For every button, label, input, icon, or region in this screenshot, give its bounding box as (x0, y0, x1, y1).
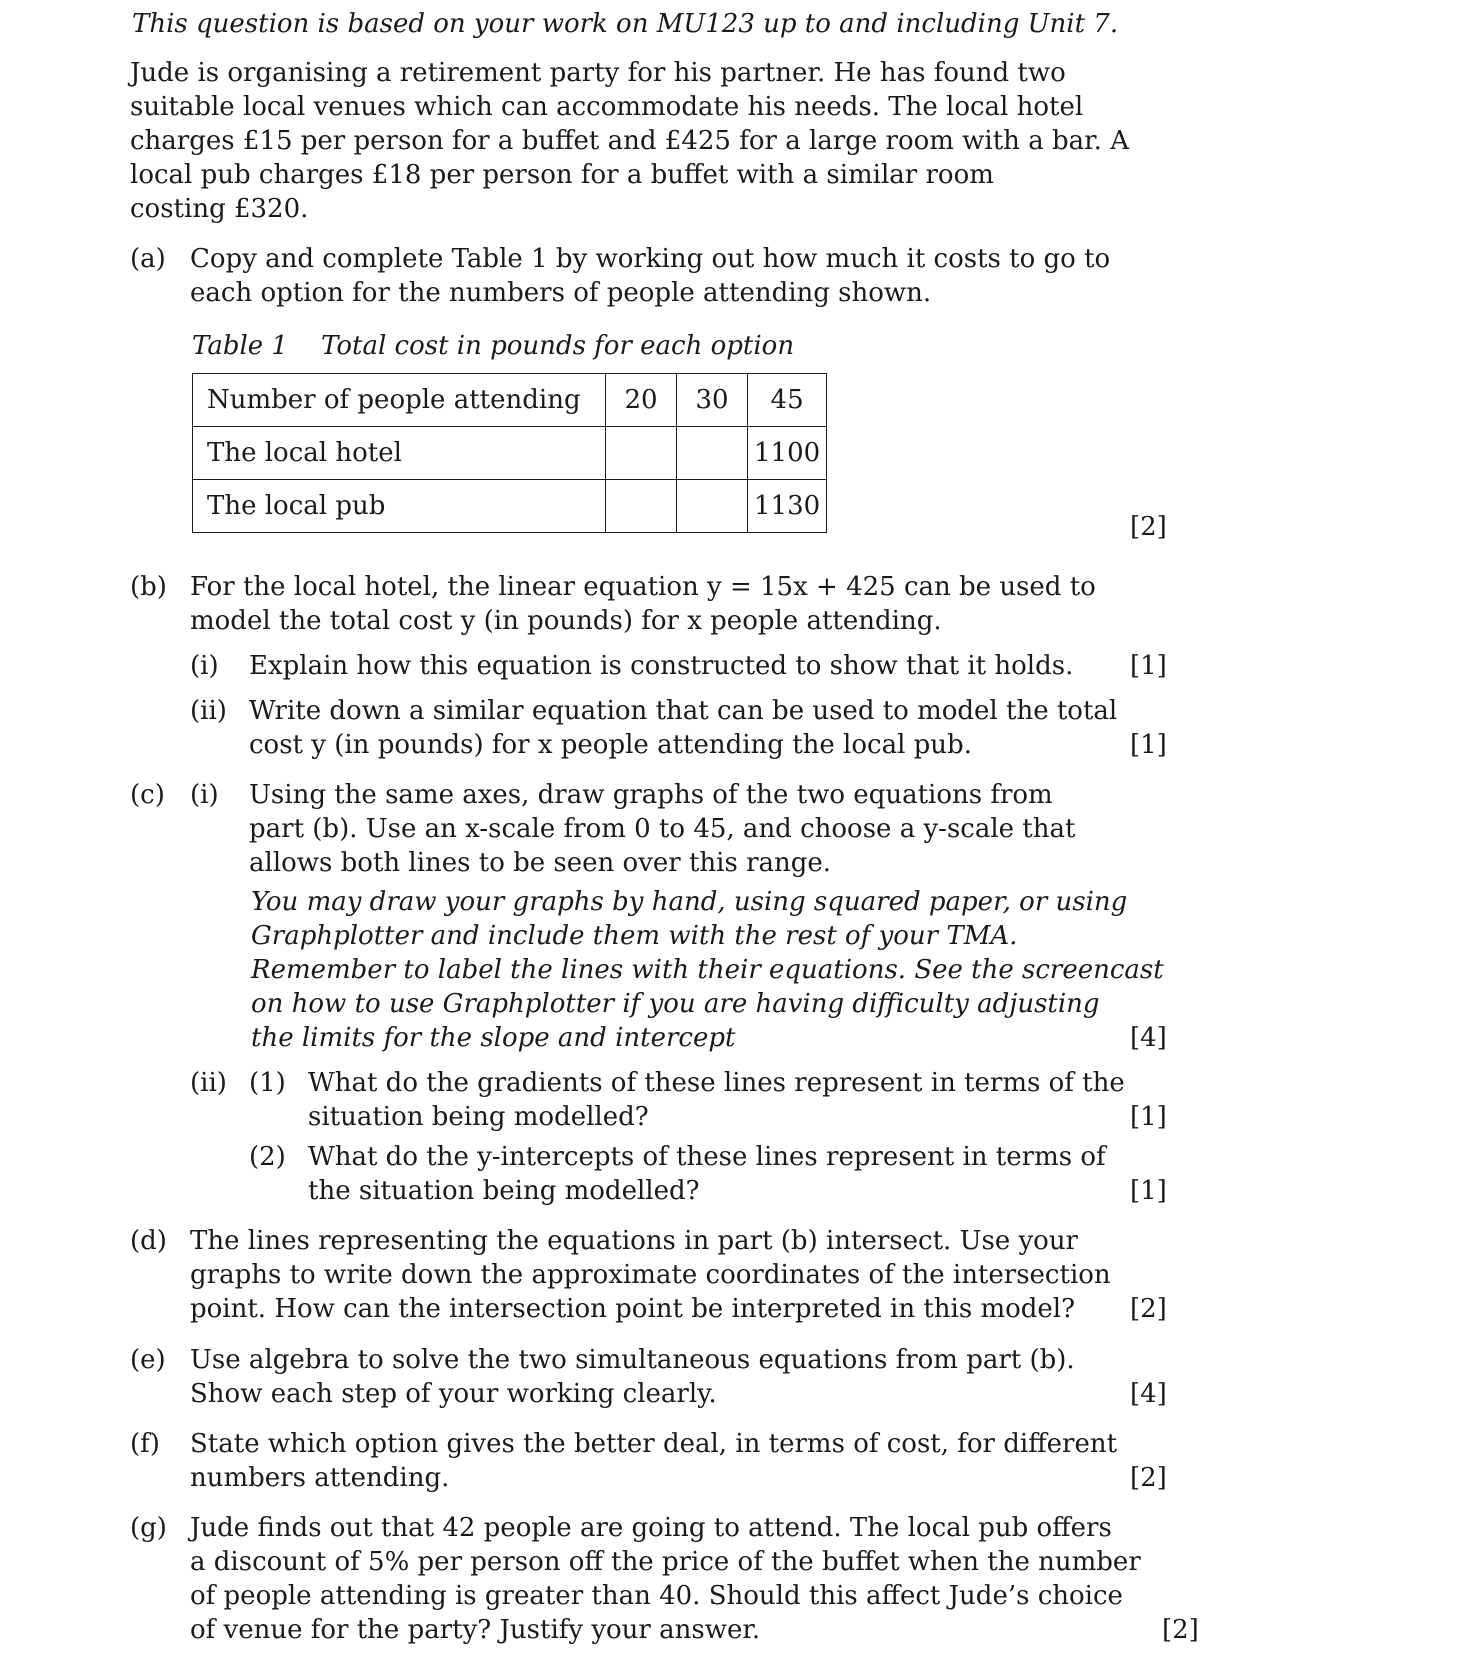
mark-d: [2] (1130, 1294, 1167, 1324)
table-header-cell: 20 (606, 374, 677, 427)
part-d-line: graphs to write down the approximate coordinates of the intersection (190, 1260, 1111, 1290)
part-label: (g) (130, 1513, 167, 1543)
table-cell (606, 480, 677, 533)
table-cell: 1130 (748, 480, 827, 533)
part-g-line: a discount of 5% per person off the price of the buffet when the number (190, 1547, 1141, 1577)
part-f-line: State which option gives the better deal, in terms of cost, for different (190, 1429, 1118, 1459)
part-label: (e) (130, 1345, 166, 1375)
mark-c-ii-2: [1] (1130, 1176, 1167, 1206)
mark-g: [2] (1162, 1615, 1199, 1645)
sub-label: (i) (190, 780, 219, 810)
table-cell: 1100 (748, 427, 827, 480)
table-cell (677, 480, 748, 533)
intro-line: costing £320. (130, 194, 309, 224)
part-b-ii-line: Write down a similar equation that can be used to model the total (249, 696, 1118, 726)
part-c-ii-1-line: What do the gradients of these lines represent in terms of the (308, 1068, 1125, 1098)
table-cell: The local hotel (193, 427, 606, 480)
intro-line: Jude is organising a retirement party for his partner. He has found two (130, 58, 1066, 88)
sub-sub-label: (2) (249, 1142, 286, 1172)
part-f-line: numbers attending. (190, 1463, 450, 1493)
part-d-line: point. How can the intersection point be interpreted in this model? (190, 1294, 1076, 1324)
mark-b-ii: [1] (1130, 730, 1167, 760)
table-row (193, 427, 827, 480)
part-c-note-line: on how to use Graphplotter if you are having difficulty adjusting (251, 989, 1100, 1019)
part-g-line: of people attending is greater than 40. Should this affect Jude’s choice (190, 1581, 1123, 1611)
table-header-cell: 45 (748, 374, 827, 427)
table-cell (677, 427, 748, 480)
sub-sub-label: (1) (249, 1068, 286, 1098)
part-b-i-text: Explain how this equation is constructed to show that it holds. (249, 651, 1074, 681)
part-b-ii-line: cost y (in pounds) for x people attending the local pub. (249, 730, 972, 760)
mark-f: [2] (1130, 1463, 1167, 1493)
part-a-line: Copy and complete Table 1 by working out how much it costs to go to (190, 244, 1111, 274)
part-label: (f) (130, 1429, 160, 1459)
part-c-note-line: You may draw your graphs by hand, using squared paper, or using (251, 887, 1128, 917)
part-c-ii-1-line: situation being modelled? (308, 1102, 649, 1132)
part-g-line: Jude finds out that 42 people are going to attend. The local pub offers (190, 1513, 1112, 1543)
part-a-line: each option for the numbers of people attending shown. (190, 278, 932, 308)
sub-label: (i) (190, 651, 219, 681)
part-label: (c) (130, 780, 165, 810)
part-b-line: model the total cost y (in pounds) for x people attending. (190, 606, 942, 636)
table-header-cell: 30 (677, 374, 748, 427)
mark-c-ii-1: [1] (1130, 1102, 1167, 1132)
intro-line: charges £15 per person for a buffet and £425 for a large room with a bar. A (130, 126, 1129, 156)
sub-label: (ii) (190, 696, 227, 726)
mark-a: [2] (1130, 512, 1167, 542)
mark-e: [4] (1130, 1379, 1167, 1409)
intro-line: local pub charges £18 per person for a buffet with a similar room (130, 160, 994, 190)
table-header-row (193, 374, 827, 427)
table-caption: Table 1 Total cost in pounds for each option (192, 331, 795, 361)
part-label: (a) (130, 244, 166, 274)
mark-c-i: [4] (1130, 1023, 1167, 1053)
part-c-ii-2-line: What do the y-intercepts of these lines represent in terms of (308, 1142, 1106, 1172)
sub-label: (ii) (190, 1068, 227, 1098)
table-header-cell: Number of people attending (193, 374, 606, 427)
cost-table (192, 373, 827, 533)
part-c-i-line: part (b). Use an x-scale from 0 to 45, and choose a y-scale that (249, 814, 1076, 844)
part-c-i-line: allows both lines to be seen over this range. (249, 848, 832, 878)
question-header: This question is based on your work on MU123 up to and including Unit 7. (132, 9, 1119, 39)
part-c-ii-2-line: the situation being modelled? (308, 1176, 700, 1206)
part-c-note-line: Graphplotter and include them with the rest of your TMA. (251, 921, 1018, 951)
part-c-note-line: Remember to label the lines with their equations. See the screencast (251, 955, 1164, 985)
part-label: (b) (130, 572, 167, 602)
intro-line: suitable local venues which can accommodate his needs. The local hotel (130, 92, 1084, 122)
part-c-note-line: the limits for the slope and intercept (251, 1023, 736, 1053)
table-cell: The local pub (193, 480, 606, 533)
part-label: (d) (130, 1226, 167, 1256)
table-row (193, 480, 827, 533)
part-e-line: Use algebra to solve the two simultaneous equations from part (b). (190, 1345, 1075, 1375)
mark-b-i: [1] (1130, 651, 1167, 681)
table-cell (606, 427, 677, 480)
part-g-line: of venue for the party? Justify your answer. (190, 1615, 761, 1645)
part-d-line: The lines representing the equations in part (b) intersect. Use your (190, 1226, 1078, 1256)
part-e-line: Show each step of your working clearly. (190, 1379, 717, 1409)
part-c-i-line: Using the same axes, draw graphs of the two equations from (249, 780, 1053, 810)
part-b-line: For the local hotel, the linear equation y = 15x + 425 can be used to (190, 572, 1096, 602)
